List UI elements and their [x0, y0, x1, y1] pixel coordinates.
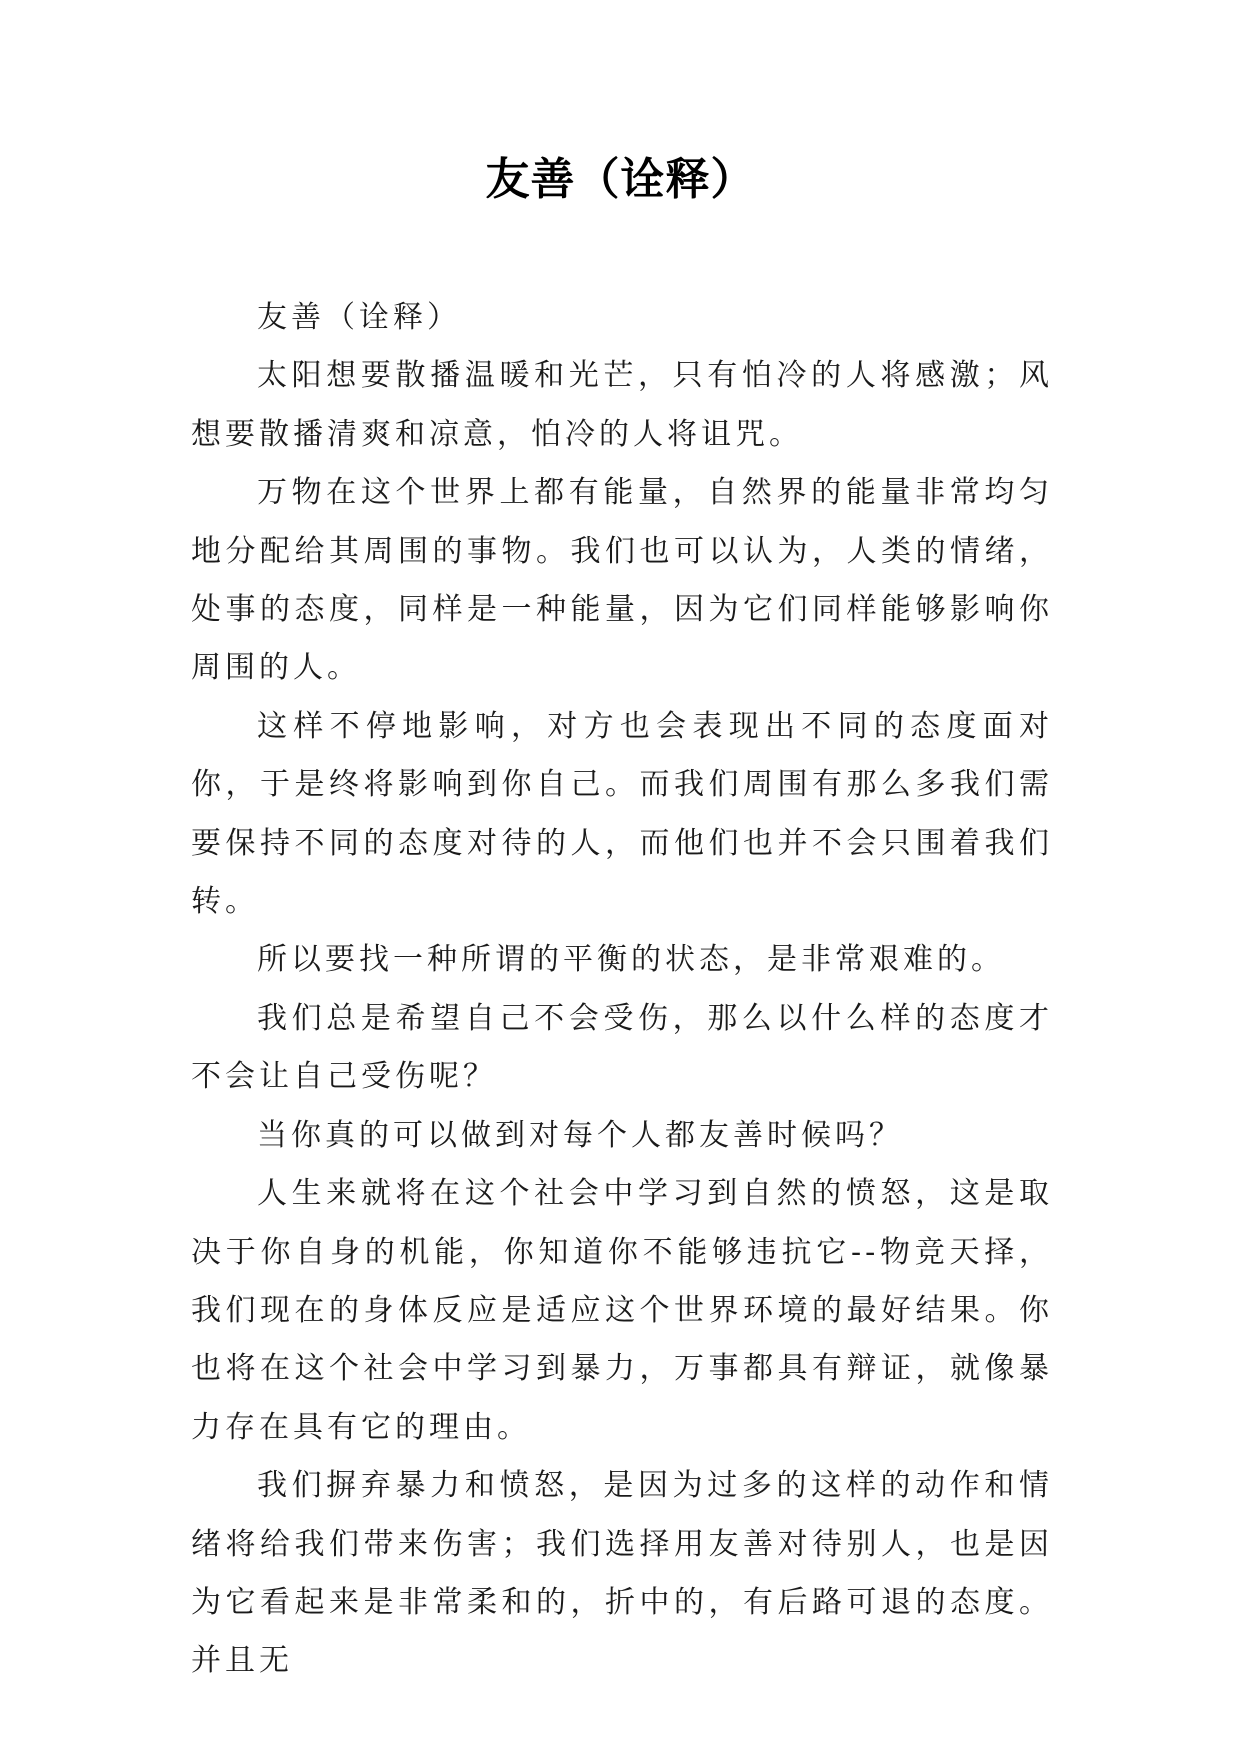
paragraph: 友善（诠释） [257, 300, 461, 335]
paragraph: 所以要找一种所谓的平衡的状态，是非常艰难的。 [257, 942, 1005, 978]
paragraph: 我们摒弃暴力和愤怒，是因为过多的这样的动作和情绪将给我们带来伤害；我们选择用友善对待别人，也是因为它看起来是非常柔和的，折中的，有后路可退的态度。并且无 [191, 1468, 1053, 1679]
paragraph: 我们总是希望自己不会受伤，那么以什么样的态度才不会让自己受伤呢？ [191, 1000, 1053, 1095]
paragraph: 太阳想要散播温暖和光芒，只有怕冷的人将感激；风想要散播清爽和凉意，怕冷的人将诅咒。 [191, 358, 1053, 452]
document-title: 友善（诠释） [485, 154, 756, 205]
paragraph: 这样不停地影响，对方也会表现出不同的态度面对你，于是终将影响到你自己。而我们周围有那么多我们需要保持不同的态度对待的人，而他们也并不会只围着我们转。 [191, 708, 1053, 920]
document-body [191, 289, 1053, 1691]
paragraph: 人生来就将在这个社会中学习到自然的愤怒，这是取决于你自身的机能，你知道你不能够违抗它--物竞天择，我们现在的身体反应是适应这个世界环境的最好结果。你也将在这个社会中学习到暴力，万事都具有辩证，就像暴力存在具有它的理由。 [191, 1176, 1053, 1445]
paragraph: 当你真的可以做到对每个人都友善时候吗？ [257, 1117, 903, 1153]
paragraph: 万物在这个世界上都有能量，自然界的能量非常均匀地分配给其周围的事物。我们也可以认为，人类的情绪，处事的态度，同样是一种能量，因为它们同样能够影响你周围的人。 [191, 475, 1053, 686]
